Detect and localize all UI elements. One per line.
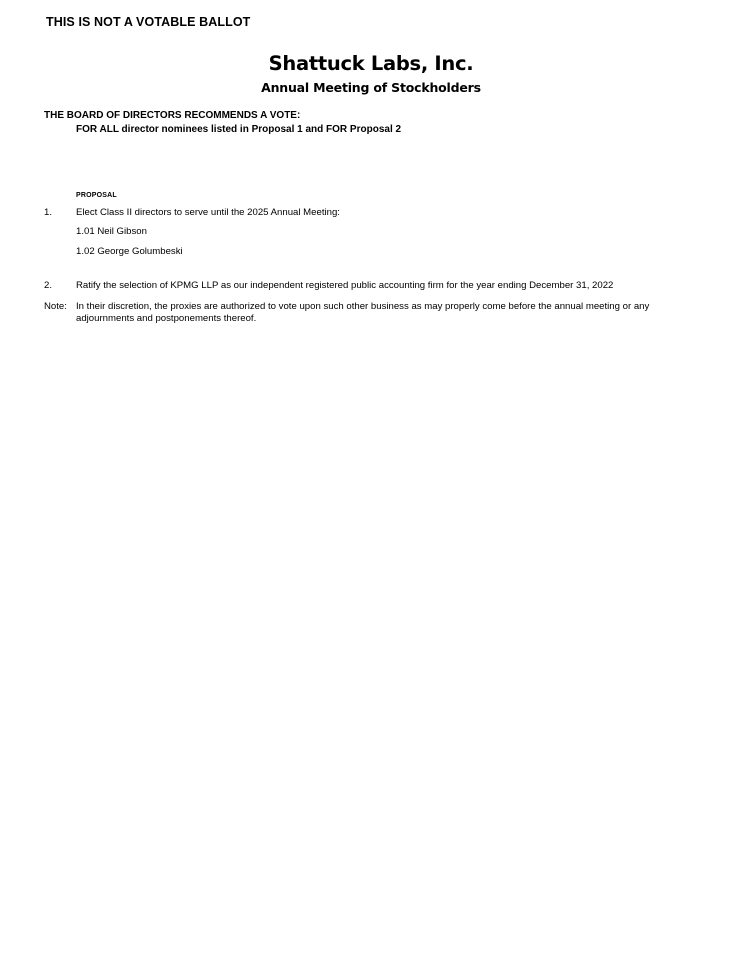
- proposal-2-text: Ratify the selection of KPMG LLP as our independent registered public accounting firm for the year ending December 31, 2022: [76, 280, 614, 291]
- note-label: Note:: [44, 301, 67, 312]
- proposal-2-number: 2.: [44, 280, 53, 291]
- proposal-1-number: 1.: [44, 207, 53, 218]
- nominee-1-02: 1.02 George Golumbeski: [76, 246, 183, 257]
- proposal-1-text: Elect Class II directors to serve until the 2025 Annual Meeting:: [76, 207, 340, 218]
- nominee-1-01: 1.01 Neil Gibson: [76, 226, 147, 237]
- board-recommendation-heading: THE BOARD OF DIRECTORS RECOMMENDS A VOTE:: [44, 110, 301, 121]
- proposal-column-header: PROPOSAL: [76, 192, 117, 199]
- meeting-title: Annual Meeting of Stockholders: [261, 80, 481, 95]
- board-recommendation-text: FOR ALL director nominees listed in Proposal 1 and FOR Proposal 2: [76, 124, 402, 135]
- note-text: In their discretion, the proxies are authorized to vote upon such other business as may properly come before the annual meeting or any adjournments and postponements thereof.: [76, 301, 650, 324]
- not-votable-notice: THIS IS NOT A VOTABLE BALLOT: [46, 15, 251, 29]
- company-name: Shattuck Labs, Inc.: [268, 52, 474, 75]
